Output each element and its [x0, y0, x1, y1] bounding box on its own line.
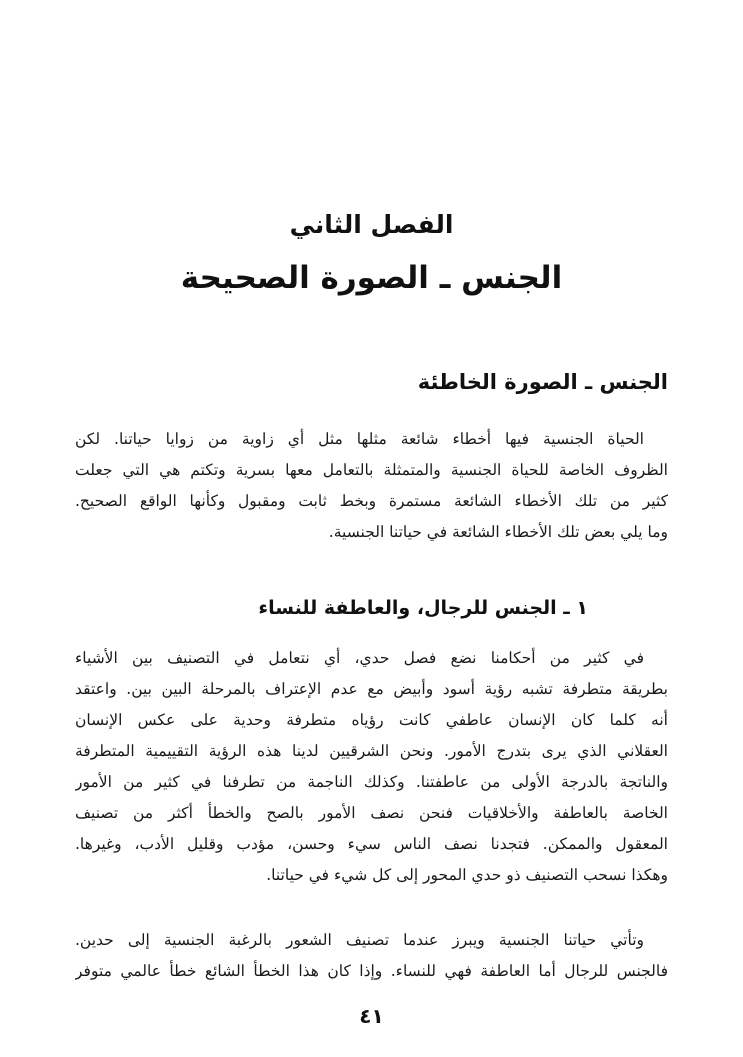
subsection-heading: ١ ـ الجنس للرجال، والعاطفة للنساء: [258, 597, 588, 619]
chapter-title: الجنس ـ الصورة الصحيحة: [180, 260, 563, 296]
section-heading: الجنس ـ الصورة الخاطئة: [417, 370, 668, 394]
paragraph-line: في كثير من أحكامنا نضع فصل حدي، أي نتعامل في التصنيف بين الأشياء: [75, 649, 644, 667]
paragraph-line: العقلاني الذي يرى بتدرج الأمور. ونحن الشرقيين لدينا هذه الرؤية التقييمية المتطرفة: [75, 742, 668, 760]
paragraph-line: وتأتي حياتنا الجنسية ويبرز عندما تصنيف الشعور بالرغبة الجنسية إلى حدين.: [75, 931, 644, 949]
paragraph-line: وهكذا نسحب التصنيف ذو حدي المحور إلى كل شيء في حياتنا.: [266, 866, 668, 884]
paragraph-continuation: [75, 925, 668, 987]
page-number: ٤١: [359, 1004, 384, 1028]
paragraph-line: كثير من تلك الأخطاء الشائعة مستمرة وبخط ثابت ومقبول وكأنها الواقع الصحيح.: [75, 492, 668, 510]
paragraph-line: الخاصة بالعاطفة والأخلاقيات فنحن نصف الأمور بالصح والخطأ أكثر من تصنيف: [75, 804, 668, 822]
chapter-label: الفصل الثاني: [289, 210, 454, 239]
paragraph-line: الحياة الجنسية فيها أخطاء شائعة مثلها مثل أي زاوية من زوايا حياتنا. لكن: [75, 430, 644, 448]
paragraph-line: والناتجة بالدرجة الأولى من عاطفتنا. وكذلك الناجمة من تطرفنا في كثير من الأمور: [75, 773, 668, 791]
paragraph-line: أنه كلما كان الإنسان عاطفي كانت رؤياه متطرفة وحدية على عكس الإنسان: [75, 711, 668, 729]
paragraph-line: فالجنس للرجال أما العاطفة فهي للنساء. وإذا كان هذا الخطأ الشائع خطأ عالمي متوفر: [75, 962, 668, 980]
paragraph-line: وما يلي بعض تلك الأخطاء الشائعة في حياتنا الجنسية.: [328, 523, 668, 541]
paragraph-intro: [75, 424, 668, 548]
paragraph-body: [75, 643, 668, 891]
paragraph-line: الظروف الخاصة للحياة الجنسية والمتمثلة بالتعامل معها بسرية وتكتم هي التي جعلت: [75, 461, 668, 479]
paragraph-line: بطريقة متطرفة تشبه رؤية أسود وأبيض مع عدم الإعتراف بالمرحلة البين بين. واعتقد: [75, 680, 668, 698]
paragraph-line: المعقول والممكن. فتجدنا نصف الناس سيء وحسن، مؤدب وقليل الأدب، وغيرها.: [75, 835, 668, 853]
